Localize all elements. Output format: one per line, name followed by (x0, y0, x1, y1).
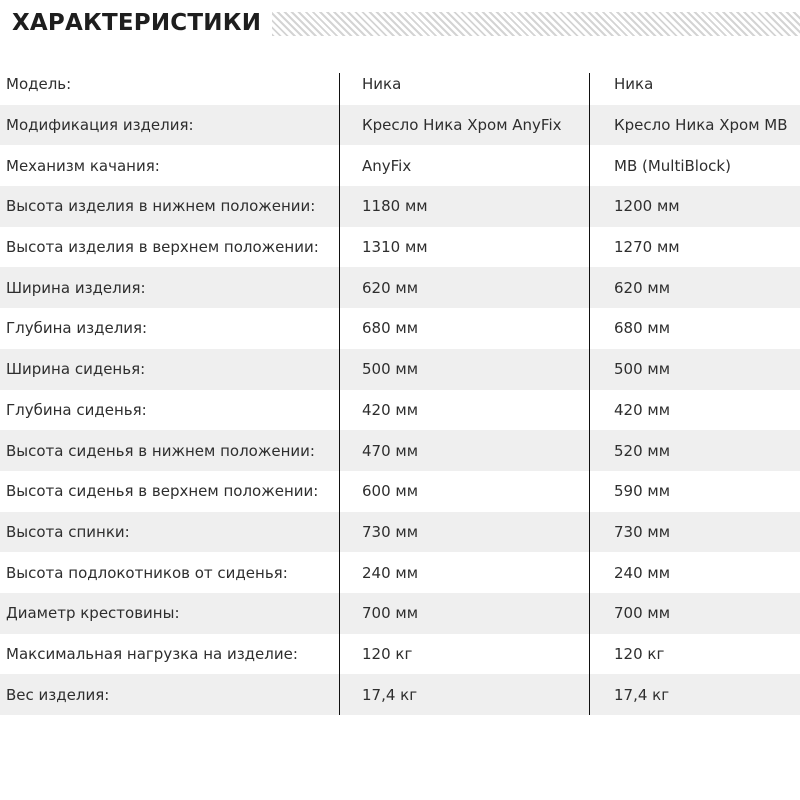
spec-value-col2: 500 мм (614, 360, 671, 379)
table-row (0, 227, 800, 268)
spec-value-col1: 1310 мм (362, 238, 428, 257)
spec-value-col2: 520 мм (614, 441, 671, 460)
table-row (0, 308, 800, 349)
spec-value-col1: 470 мм (362, 441, 419, 460)
section-title: ХАРАКТЕРИСТИКИ (12, 10, 262, 36)
column-divider-1 (339, 73, 340, 715)
spec-value-col2: 1270 мм (614, 238, 680, 257)
spec-label: Механизм качания: (6, 156, 160, 175)
table-row (0, 186, 800, 227)
spec-label: Высота изделия в верхнем положении: (6, 238, 319, 257)
spec-value-col2: 730 мм (614, 522, 671, 541)
spec-label: Высота подлокотников от сиденья: (6, 563, 288, 582)
spec-value-col1: 240 мм (362, 563, 419, 582)
spec-value-col2: 17,4 кг (614, 685, 670, 704)
spec-label: Ширина сиденья: (6, 360, 146, 379)
spec-label: Высота спинки: (6, 522, 130, 541)
table-row (0, 634, 800, 675)
spec-value-col2: 680 мм (614, 319, 671, 338)
spec-value-col2: 1200 мм (614, 197, 680, 216)
specs-table (0, 64, 800, 715)
spec-label: Глубина сиденья: (6, 400, 147, 419)
spec-value-col2: 700 мм (614, 604, 671, 623)
spec-value-col1: 700 мм (362, 604, 419, 623)
spec-value-col2: 620 мм (614, 278, 671, 297)
table-row (0, 349, 800, 390)
table-row (0, 430, 800, 471)
spec-value-col1: 17,4 кг (362, 685, 418, 704)
spec-value-col1: 730 мм (362, 522, 419, 541)
spec-value-col2: 590 мм (614, 482, 671, 501)
spec-value-col1: 1180 мм (362, 197, 428, 216)
spec-label: Максимальная нагрузка на изделие: (6, 644, 298, 663)
spec-value-col1: 500 мм (362, 360, 419, 379)
spec-label: Высота изделия в нижнем положении: (6, 197, 316, 216)
spec-label: Вес изделия: (6, 685, 110, 704)
spec-label: Модификация изделия: (6, 116, 194, 135)
table-row (0, 267, 800, 308)
spec-label: Высота сиденья в нижнем положении: (6, 441, 315, 460)
table-row (0, 471, 800, 512)
spec-value-col1: Кресло Ника Хром AnyFix (362, 116, 562, 135)
spec-value-col2: Кресло Ника Хром MB (614, 116, 788, 135)
table-row (0, 390, 800, 431)
spec-label: Диаметр крестовины: (6, 604, 180, 623)
spec-value-col1: 420 мм (362, 400, 419, 419)
table-row (0, 593, 800, 634)
spec-value-col1: 680 мм (362, 319, 419, 338)
column-divider-2 (589, 73, 590, 715)
decorative-stripe-bar (272, 12, 800, 36)
table-row (0, 512, 800, 553)
table-row (0, 105, 800, 146)
spec-value-col1: AnyFix (362, 156, 412, 175)
table-row (0, 145, 800, 186)
table-row (0, 64, 800, 105)
spec-value-col2: 120 кг (614, 644, 665, 663)
spec-value-col1: Ника (362, 75, 402, 94)
spec-value-col2: Ника (614, 75, 654, 94)
table-row (0, 552, 800, 593)
spec-label: Ширина изделия: (6, 278, 146, 297)
spec-value-col2: 420 мм (614, 400, 671, 419)
table-row (0, 674, 800, 715)
spec-label: Высота сиденья в верхнем положении: (6, 482, 319, 501)
spec-label: Модель: (6, 75, 72, 94)
spec-value-col2: MB (MultiBlock) (614, 156, 731, 175)
spec-value-col1: 120 кг (362, 644, 413, 663)
section-header (0, 0, 800, 50)
spec-value-col1: 620 мм (362, 278, 419, 297)
spec-value-col2: 240 мм (614, 563, 671, 582)
spec-value-col1: 600 мм (362, 482, 419, 501)
spec-label: Глубина изделия: (6, 319, 148, 338)
